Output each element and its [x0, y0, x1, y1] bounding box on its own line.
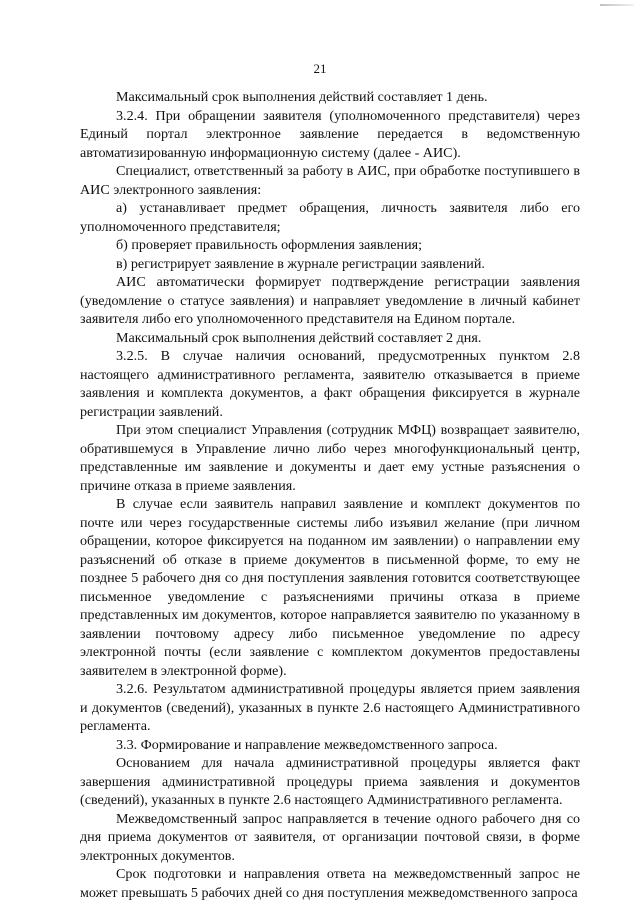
list-item-b: б) проверяет правильность оформления заявления; — [116, 237, 423, 253]
list-item-v: в) регистрирует заявление в журнале регистрации заявлений. — [116, 255, 485, 272]
scan-artifact — [600, 4, 634, 6]
paragraph-3-2-6: 3.2.6. Результатом административной процедуры является прием заявления и документов (сведений), указанных в пункте 2.6 настоящего Административного регламента. — [80, 681, 580, 734]
paragraph-max-term-2-days: Максимальный срок выполнения действий составляет 2 дня. — [116, 329, 482, 346]
paragraph-refusal-return: При этом специалист Управления (сотрудник МФЦ) возвращает заявителю, обратившемуся в Управление лично либо через многофункциональный центр, представленные им заявление и документы и дает ему устные разъяснения о причине отказа в приеме заявления. — [80, 422, 580, 494]
paragraph-3-2-4: 3.2.4. При обращении заявителя (уполномоченного представителя) через Единый портал электронное заявление передается в ведомственную автоматизированную информационную систему (далее - АИС). — [80, 107, 580, 161]
paragraph-procedure-basis: Основанием для начала административной процедуры является факт завершения административной процедуры приема заявления и документов (сведений), указанных в пункте 2.6 настоящего Административного регламента. — [80, 755, 580, 808]
paragraph-interagency-request: Межведомственный запрос направляется в течение одного рабочего дня со дня приема документов от заявителя, от организации почтовой связи, в форме электронных документов. — [80, 810, 580, 864]
paragraph-3-2-5: 3.2.5. В случае наличия оснований, предусмотренных пунктом 2.8 настоящего административного регламента, заявителю отказывается в приеме заявления и комплекта документов, а факт обращения фиксируется в журнале регистрации заявлений. — [80, 348, 580, 420]
paragraph-max-term-1-day: Максимальный срок выполнения действий составляет 1 день. — [116, 89, 488, 105]
paragraph-ais-specialist: Специалист, ответственный за работу в АИС, при обработке поступившего в АИС электронного заявления: — [80, 163, 580, 198]
paragraph-ais-confirmation: АИС автоматически формирует подтверждение регистрации заявления (уведомление о статусе заявления) и направляет уведомление в личный кабинет заявителя либо его уполномоченного представителя на Едином портале. — [80, 274, 580, 327]
page-number: 21 — [313, 61, 327, 76]
section-heading-3-3: 3.3. Формирование и направление межведомственного запроса. — [116, 736, 498, 753]
paragraph-written-notice: В случае если заявитель направил заявление и комплект документов по почте или через государственные системы либо изъявил желание (при личном обращении, которое фиксируется на поданном им заявлении) о направлении ему разъяснений об отказе в приеме документов в письменной форме, то ему не позднее 5 рабочего дня со дня поступления заявления готовится соответствующее письменное уведомление с разъяснениями причины отказа в приеме представленных им документов, которое направляется заявителю по указанному в заявлении почтовому адресу либо письменное уведомление по адресу электронной почты (если заявление с комплектом документов предоставлены заявителем в электронной форме). — [80, 496, 580, 679]
list-item-a: а) устанавливает предмет обращения, личность заявителя либо его уполномоченного представителя; — [80, 200, 580, 235]
document-body — [80, 88, 580, 902]
paragraph-response-term: Срок подготовки и направления ответа на межведомственный запрос не может превышать 5 рабочих дней со дня поступления межведомственного запроса — [80, 866, 580, 901]
